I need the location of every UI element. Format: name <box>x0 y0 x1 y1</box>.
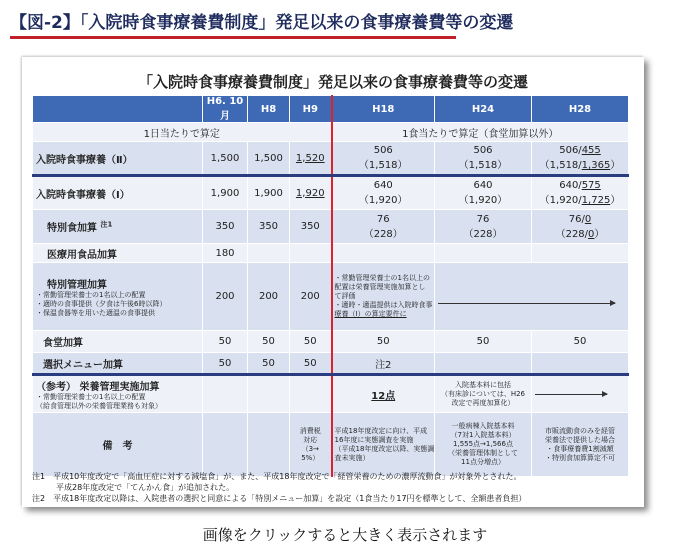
col-h8: H8 <box>248 96 290 123</box>
note-line: ・食事療養費1割減額 <box>546 444 614 453</box>
header-row <box>33 96 629 123</box>
header-underline <box>10 36 456 39</box>
note-line: （平成18年度改定以降、実態調 <box>334 444 435 453</box>
note-ref: 注1 <box>100 220 113 229</box>
cell: 1,500 <box>248 142 290 176</box>
label-text: 特別食加算 <box>47 223 97 234</box>
cell <box>435 210 532 244</box>
cell: 50 <box>290 353 332 375</box>
value: （1,518） <box>358 160 408 171</box>
cell <box>435 375 532 413</box>
value: （1,518/ <box>539 160 582 171</box>
note-line: 対応 <box>303 435 318 444</box>
cell <box>332 176 435 210</box>
sub-text: ・常勤管理栄養士の1名以上の配置 <box>36 290 146 299</box>
row-label <box>33 375 203 413</box>
cell <box>290 244 332 263</box>
cell <box>435 353 532 375</box>
cell: 50 <box>248 353 290 375</box>
note-line: 平成18年度改定に向け、平成 <box>334 426 428 435</box>
row-label: 入院時食事療養（Ⅰ） <box>33 176 203 210</box>
table-row <box>33 413 629 477</box>
table-row <box>33 375 629 413</box>
value: 76/ <box>568 213 585 225</box>
row-label: 入院時食事療養（Ⅱ） <box>33 142 203 176</box>
footnote-1: 注1 平成10年度改定で「高血圧症に対する減塩食」が、また、平成18年度改定で「経管栄養のための濃厚流動食」が対象外とされた。 <box>32 472 522 481</box>
table-row <box>33 210 629 244</box>
value: 640/ <box>559 180 582 191</box>
col-label <box>33 96 203 123</box>
col-h18: H18 <box>332 96 435 123</box>
note-line: 査未実施） <box>334 453 370 462</box>
cell: 注2 <box>332 353 435 375</box>
table-row <box>33 353 629 375</box>
note-line: ・適時・適温提供は入院時食事 <box>334 301 433 309</box>
note-line: ・常勤管理栄養士の1名以上の <box>334 274 430 282</box>
note-line: （3→ <box>301 444 319 453</box>
table-row <box>33 331 629 353</box>
value: 640 <box>473 180 493 191</box>
value: 1,520 <box>295 152 325 164</box>
table-row <box>33 263 629 331</box>
value: 12点 <box>371 390 396 402</box>
cell: 50 <box>532 331 629 353</box>
table-row <box>33 142 629 176</box>
enlarge-caption[interactable]: 画像をクリックすると大きく表示されます <box>202 526 488 544</box>
fee-history-table <box>32 95 629 477</box>
sub-text: ・常勤管理栄養士の1名以上の配置 <box>36 392 146 401</box>
cell: 50 <box>248 331 290 353</box>
cell: 350 <box>248 210 290 244</box>
row-label: 備 考 <box>33 413 203 477</box>
cell <box>435 244 532 263</box>
cell <box>532 375 629 413</box>
note-line: 消費税 <box>299 426 321 435</box>
table-row <box>33 176 629 210</box>
table-row <box>33 244 629 263</box>
cell <box>290 413 332 477</box>
cell: 50 <box>203 353 248 375</box>
cell: 50 <box>203 331 248 353</box>
value: 76 <box>476 213 490 225</box>
value: （1,920/ <box>539 195 582 206</box>
row-label: 食堂加算 <box>33 331 203 353</box>
value: 455 <box>581 145 601 156</box>
cell <box>435 413 532 477</box>
note-line: （栄養管理体制として <box>448 449 518 457</box>
note-line: 療養（Ⅰ）の算定要件に <box>334 310 407 318</box>
cell <box>332 210 435 244</box>
row-label <box>33 210 203 244</box>
sub-text: （給食管理以外の栄養管理業務も対象） <box>36 401 162 410</box>
cell: 50 <box>435 331 532 353</box>
value: ） <box>610 160 621 171</box>
note-line: （7対1入院基本料） <box>450 431 516 439</box>
value: （1,920） <box>358 195 408 206</box>
value: 1,725 <box>581 195 611 206</box>
cell: 350 <box>290 210 332 244</box>
row-label: 選択メニュー加算 <box>33 353 203 375</box>
footnote-2: 注2 平成18年度改定以降は、入院患者の選択と同意による「特別メニュー加算」を設定（1食当たり17円を標準として、全額患者負担） <box>32 494 527 503</box>
value: 575 <box>581 180 601 191</box>
col-h9: H9 <box>290 96 332 123</box>
cell: 50 <box>332 331 435 353</box>
note-line: 入院基本料に包括 <box>455 380 511 389</box>
cell: 1,500 <box>203 142 248 176</box>
cell <box>332 142 435 176</box>
cell <box>290 375 332 413</box>
value: （1,920） <box>458 195 508 206</box>
sub-text: ・保温食器等を用いた適温の食事提供 <box>36 308 155 317</box>
col-h28: H28 <box>532 96 629 123</box>
value: 1,365 <box>581 160 611 171</box>
cell <box>332 413 435 477</box>
value: 506 <box>373 145 393 156</box>
cell <box>290 142 332 176</box>
figure-card[interactable] <box>22 57 644 507</box>
label-text: 特別管理加算 <box>47 279 107 291</box>
cell <box>435 142 532 176</box>
cell: 1,900 <box>248 176 290 210</box>
value: ） <box>610 195 621 206</box>
cell <box>290 176 332 210</box>
table-row <box>33 123 629 142</box>
cell <box>532 142 629 176</box>
arrow-right-icon <box>438 303 615 304</box>
value: （1,518） <box>458 160 508 171</box>
note-line: 16年度に実態調査を実施 <box>334 435 414 444</box>
value: 640 <box>373 180 393 191</box>
cell <box>332 375 435 413</box>
value: （228） <box>463 228 503 240</box>
cell <box>203 413 248 477</box>
cell: 350 <box>203 210 248 244</box>
cell: 200 <box>248 263 290 331</box>
value: 76 <box>376 213 390 225</box>
cell <box>248 413 290 477</box>
value: ） <box>594 228 605 240</box>
col-h24: H24 <box>435 96 532 123</box>
note-line: 市販流動食のみを経管 <box>545 426 615 435</box>
cell: 50 <box>290 331 332 353</box>
table-title: 「入院時食事療養費制度」発足以来の食事療養費等の変遷 <box>137 73 528 91</box>
col-h6: H6. 10月 <box>203 96 248 123</box>
cell <box>203 375 248 413</box>
value: （228/ <box>555 228 589 240</box>
figure-header: 【図-2】「入院時食事療養費制度」発足以来の食事療養費等の変遷 <box>10 13 514 33</box>
note-line: て評価 <box>334 292 356 300</box>
value: 506 <box>473 145 493 156</box>
note-line: 1,555点→1,566点 <box>453 440 513 448</box>
basis-new: 1食当たりで算定（食堂加算以外） <box>332 123 629 142</box>
cell <box>332 263 435 331</box>
note-line: 改定で再度加算化） <box>451 398 515 407</box>
note-line: 11点分増点） <box>461 458 505 466</box>
cell <box>532 353 629 375</box>
footnote-1-cont: 平成28年度改定で「てんかん食」が追加された。 <box>32 483 235 492</box>
row-label: 医療用食品加算 <box>33 244 203 263</box>
value: （228） <box>363 228 403 240</box>
cell: 200 <box>290 263 332 331</box>
cell <box>248 375 290 413</box>
value: 1,920 <box>295 187 325 199</box>
note-line: 一般病棟入院基本料 <box>451 422 515 430</box>
note-line: 配置は栄養管理実施加算とし <box>334 283 426 291</box>
cell <box>332 244 435 263</box>
cell <box>532 210 629 244</box>
cell <box>435 176 532 210</box>
value: 0 <box>584 213 592 225</box>
cell <box>532 244 629 263</box>
basis-old: 1日当たりで算定 <box>33 123 332 142</box>
cell <box>248 244 290 263</box>
note-line: （有床診については、H26 <box>440 389 526 398</box>
value: 0 <box>588 228 595 240</box>
cell: 200 <box>203 263 248 331</box>
cell <box>532 413 629 477</box>
cell <box>532 176 629 210</box>
row-label <box>33 263 203 331</box>
cell: 180 <box>203 244 248 263</box>
note-line: 栄養法で提供した場合 <box>545 435 615 444</box>
label-text: （参考） 栄養管理実施加算 <box>36 381 160 393</box>
note-line: 5%） <box>301 453 320 462</box>
arrow-right-icon <box>535 394 607 395</box>
note-line: ・特別食加算算定不可 <box>545 453 615 462</box>
cell <box>435 263 629 331</box>
value: 506/ <box>559 145 582 156</box>
cell: 1,900 <box>203 176 248 210</box>
sub-text: ・適時の食事提供（夕食は午後6時以降） <box>36 299 167 308</box>
